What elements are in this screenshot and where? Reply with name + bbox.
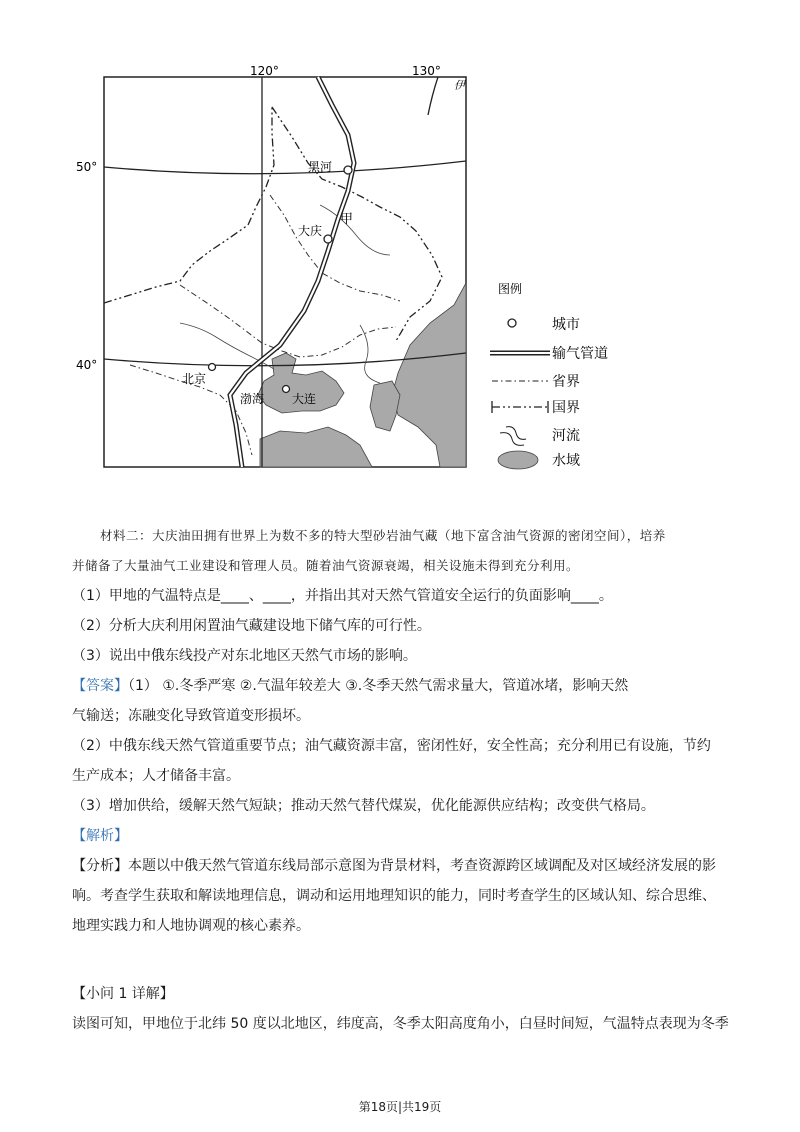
answer-tag: 【答案】 xyxy=(72,678,128,694)
answer-line5: （3）增加供给，缓解天然气短缺；推动天然气替代煤炭，优化能源供应结构；改变供气格局。 xyxy=(72,798,655,814)
map-legend xyxy=(490,281,608,469)
answer-line3: （2）中俄东线天然气管道重要节点；油气藏资源丰富，密闭性好，安全性高；充分利用已有设施，节约 xyxy=(72,738,711,754)
question-3: （3）说出中俄东线投产对东北地区天然气市场的影响。 xyxy=(72,648,417,664)
city-beijing-marker xyxy=(209,364,216,371)
city-dalian-marker xyxy=(283,386,290,393)
legend-label-river: 河流 xyxy=(552,428,580,444)
lat-label-50: 50° xyxy=(76,160,98,174)
page-footer: 第18页|共19页 xyxy=(358,1100,442,1114)
answer-line1-text: （1） ①.冬季严寒 ②.气温年较差大 ③.冬季天然气需求量大，管道冰堵，影响天然 xyxy=(128,678,629,694)
jia-label: 甲 xyxy=(340,212,354,227)
legend-label-city: 城市 xyxy=(552,317,580,333)
city-heihe-label: 黑河 xyxy=(308,160,333,174)
bohai-label: 渤海 xyxy=(240,392,265,406)
city-daqing-label: 大庆 xyxy=(298,224,323,238)
material2-line2: 并储备了大量油气工业建设和管理人员。随着油气资源衰竭，相关设施未得到充分利用。 xyxy=(72,558,580,573)
detail-tag: 【小问 1 详解】 xyxy=(72,986,174,1002)
city-heihe-marker xyxy=(344,166,352,174)
city-daqing-marker xyxy=(324,235,332,243)
pipeline-map-figure xyxy=(60,55,620,475)
city-beijing-label: 北京 xyxy=(182,372,207,386)
lon-label-130: 130° xyxy=(412,64,441,78)
analysis-line1: 【分析】本题以中俄天然气管道东线局部示意图为背景材料，考查资源跨区域调配及对区域经济发展的影 xyxy=(72,858,716,874)
detail-line1: 读图可知，甲地位于北纬 50 度以北地区，纬度高，冬季太阳高度角小，白昼时间短，气温特点表现为冬季 xyxy=(72,1016,729,1032)
answer-line1 xyxy=(72,676,628,696)
question-1: （1）甲地的气温特点是____、____，并指出其对天然气管道安全运行的负面影响____。 xyxy=(72,588,613,604)
question-2: （2）分析大庆利用闲置油气藏建设地下储气库的可行性。 xyxy=(72,618,431,634)
legend-title: 图例 xyxy=(498,282,523,296)
legend-label-national: 国界 xyxy=(552,400,580,416)
corner-label: 伊 xyxy=(454,79,465,92)
answer-line2: 气输送；冻融变化导致管道变形损坏。 xyxy=(72,708,310,724)
legend-label-province: 省界 xyxy=(552,374,580,390)
analysis-line3: 地理实践力和人地协调观的核心素养。 xyxy=(72,918,310,934)
material2-line1: 材料二：大庆油田拥有世界上为数不多的特大型砂岩油气藏（地下富含油气资源的密闭空间），培养 xyxy=(100,528,666,543)
analysis-line2: 响。考查学生获取和解读地理信息，调动和运用地理知识的能力，同时考查学生的区域认知、综合思维、 xyxy=(72,888,716,904)
answer-line4: 生产成本；人才储备丰富。 xyxy=(72,768,240,784)
lon-label-120: 120° xyxy=(250,64,279,78)
city-circle-icon xyxy=(508,319,516,327)
legend-label-pipeline: 输气管道 xyxy=(552,346,608,362)
lat-label-40: 40° xyxy=(76,358,98,372)
analysis-tag: 【解析】 xyxy=(72,828,128,844)
map-svg xyxy=(60,55,620,475)
city-dalian-label: 大连 xyxy=(292,392,317,406)
legend-label-water: 水域 xyxy=(552,453,580,469)
river-icon xyxy=(506,427,526,440)
water-area-icon xyxy=(498,451,538,469)
